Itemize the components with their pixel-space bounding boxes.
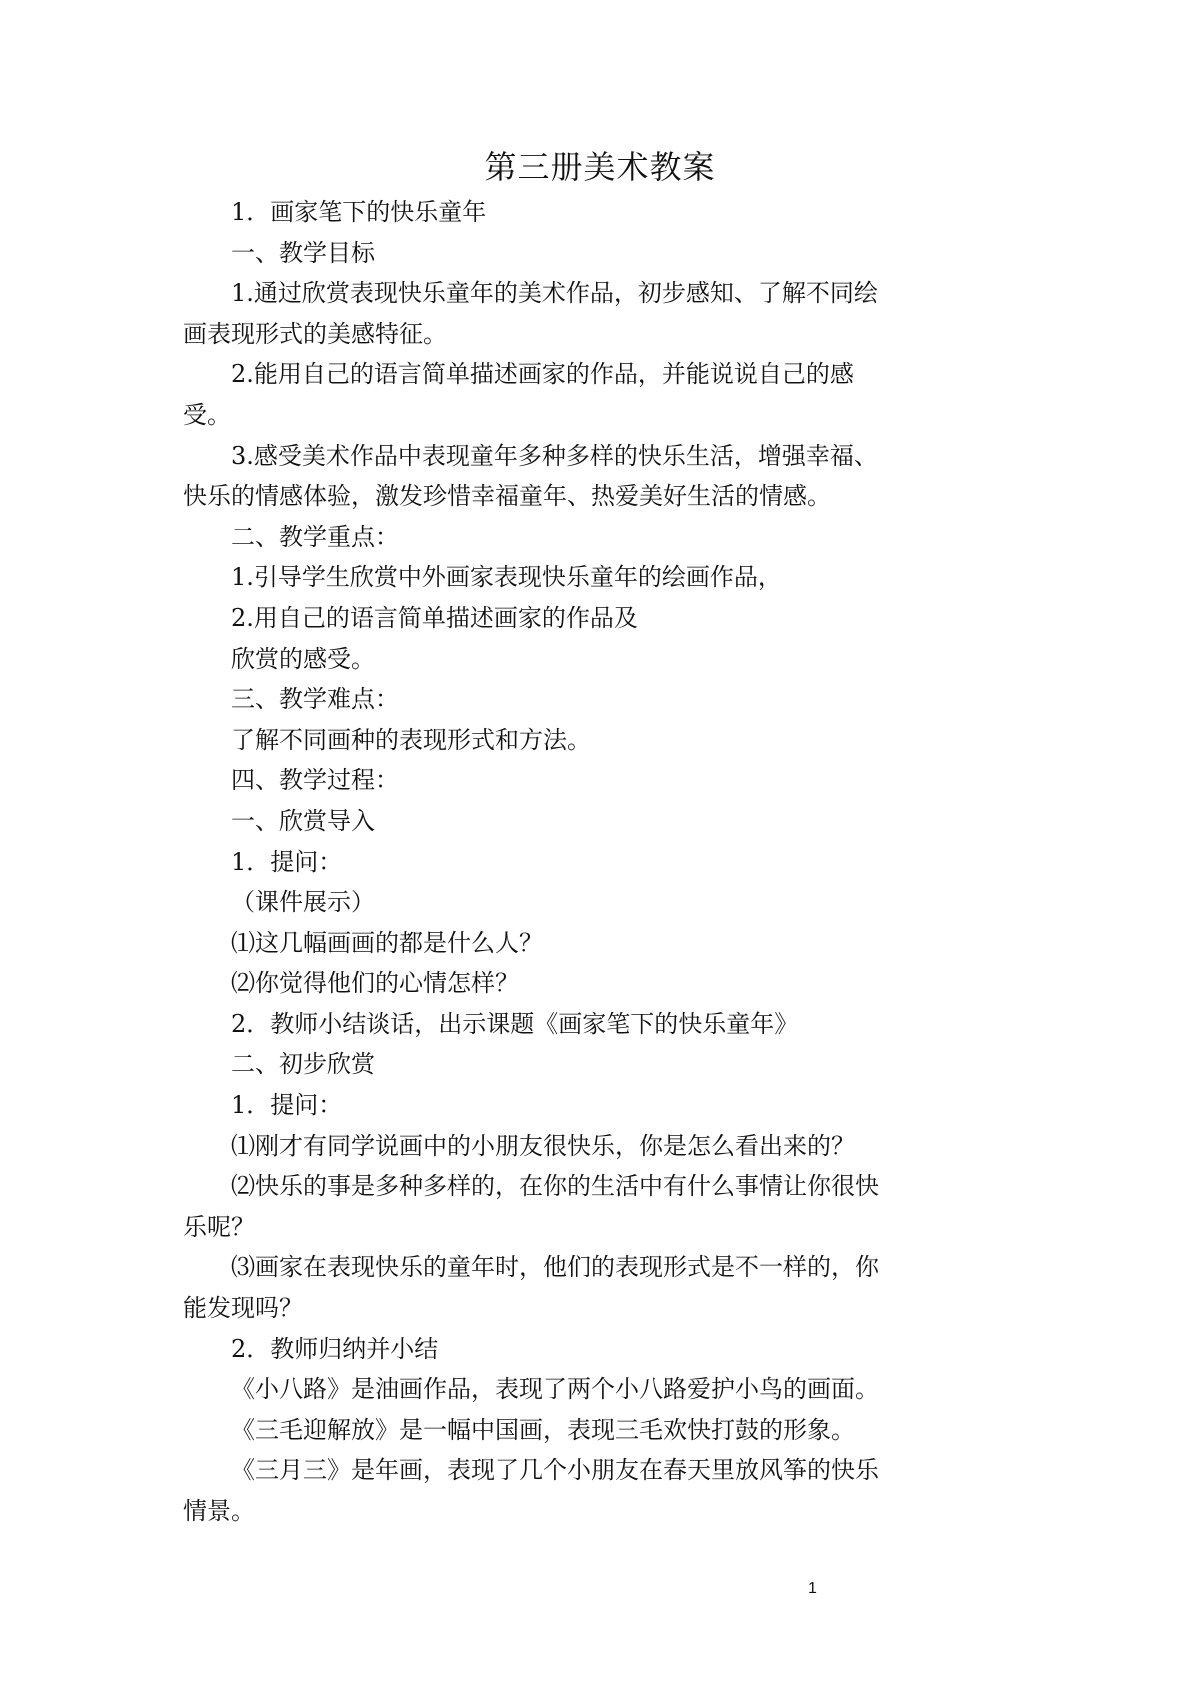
text-line: 情景。 [183, 1497, 255, 1525]
text-line: 一、欣赏导入 [231, 806, 375, 835]
text-line: 四、教学过程： [231, 766, 399, 795]
text-line: 1.引导学生欣赏中外画家表现快乐童年的绘画作品， [231, 563, 782, 592]
text-line: （课件展示） [231, 888, 375, 917]
text-line: 2.用自己的语言简单描述画家的作品及 [231, 603, 638, 632]
text-line: 1．提问： [231, 847, 343, 876]
text-line: 2．教师归纳并小结 [231, 1334, 439, 1363]
text-line: 一、教学目标 [231, 238, 375, 267]
text-line: 《三月三》是年画，表现了几个小朋友在春天里放风筝的快乐 [231, 1456, 879, 1485]
text-line: 欣赏的感受。 [231, 644, 375, 673]
text-line: ⑴刚才有同学说画中的小朋友很快乐，你是怎么看出来的？ [231, 1131, 855, 1160]
text-line: 3.感受美术作品中表现童年多种多样的快乐生活，增强幸福、 [231, 441, 878, 470]
document-title: 第三册美术教案 [484, 148, 716, 186]
text-line: 1.通过欣赏表现快乐童年的美术作品，初步感知、了解不同绘 [231, 279, 878, 308]
text-line: ⑵你觉得他们的心情怎样？ [231, 969, 519, 998]
text-line: 乐呢？ [183, 1212, 255, 1241]
text-line: 快乐的情感体验，激发珍惜幸福童年、热爱美好生活的情感。 [183, 482, 831, 511]
text-line: 受。 [183, 400, 231, 429]
text-line: 《三毛迎解放》是一幅中国画，表现三毛欢快打鼓的形象。 [231, 1415, 855, 1444]
text-line: 了解不同画种的表现形式和方法。 [231, 725, 591, 754]
text-line: ⑶画家在表现快乐的童年时，他们的表现形式是不一样的，你 [231, 1253, 879, 1282]
text-line: 二、教学重点： [231, 522, 399, 551]
text-line: ⑴这几幅画画的都是什么人？ [231, 928, 543, 957]
text-line: ⑵快乐的事是多种多样的，在你的生活中有什么事情让你很快 [231, 1172, 879, 1201]
text-line: 画表现形式的美感特征。 [183, 319, 447, 348]
page-number: 1 [808, 1580, 817, 1597]
text-line: 《小八路》是油画作品，表现了两个小八路爱护小鸟的画面。 [231, 1375, 879, 1404]
text-line: 能发现吗？ [183, 1294, 303, 1323]
document-body [183, 192, 879, 1532]
text-line: 2．教师小结谈话，出示课题《画家笔下的快乐童年》 [231, 1009, 799, 1038]
text-line: 三、教学难点： [231, 685, 399, 714]
text-line: 二、初步欣赏 [231, 1050, 375, 1079]
text-line: 2.能用自己的语言简单描述画家的作品，并能说说自己的感 [231, 360, 854, 389]
text-line: 1．提问： [231, 1091, 343, 1120]
text-line: 1．画家笔下的快乐童年 [231, 198, 487, 226]
